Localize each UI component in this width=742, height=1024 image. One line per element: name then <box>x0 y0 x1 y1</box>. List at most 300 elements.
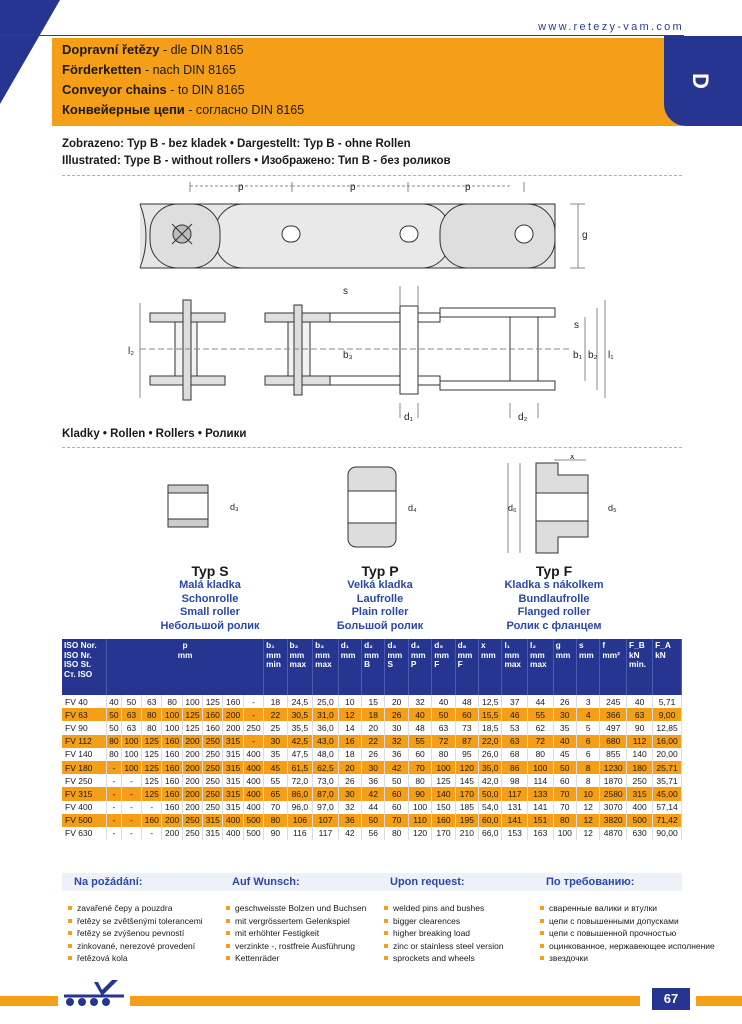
table-cell: 47,5 <box>287 748 313 761</box>
table-cell: 125 <box>142 748 162 761</box>
table-cell: 96,0 <box>287 801 313 814</box>
table-cell: 18 <box>264 695 287 708</box>
table-cell: 57,14 <box>653 801 682 814</box>
table-cell: 315 <box>627 787 653 800</box>
table-cell: 70 <box>385 814 408 827</box>
table-cell: 60 <box>408 748 431 761</box>
table-cell: 3 <box>576 695 599 708</box>
table-cell: 125 <box>432 774 455 787</box>
label-s-top: s <box>343 286 348 297</box>
table-cell: 250 <box>203 761 223 774</box>
table-cell: 250 <box>203 748 223 761</box>
table-cell: - <box>121 814 141 827</box>
table-cell: 80 <box>107 748 122 761</box>
section-letter: D <box>687 73 713 89</box>
table-cell: 35,0 <box>479 761 502 774</box>
table-cell: 45,00 <box>653 787 682 800</box>
table-cell: 90 <box>627 721 653 734</box>
table-cell: 170 <box>455 787 478 800</box>
table-cell: 44 <box>362 801 385 814</box>
table-cell: 3820 <box>600 814 627 827</box>
table-cell: 97,0 <box>313 801 339 814</box>
table-cell: 72 <box>528 735 554 748</box>
table-header-row <box>62 639 682 695</box>
table-row <box>62 735 682 748</box>
footer-bar <box>130 996 640 1006</box>
header-b2: b₂ mm max <box>287 639 313 695</box>
table-cell: 80 <box>264 814 287 827</box>
footer-bar-right <box>696 996 742 1006</box>
title-russian: Конвейерные цепи - согласно DIN 8165 <box>62 102 305 117</box>
footer-bar-left <box>0 996 58 1006</box>
table-cell: 315 <box>223 801 243 814</box>
label-d3: d₃ <box>230 502 239 512</box>
table-cell: 25 <box>264 721 287 734</box>
table-cell: 12 <box>576 801 599 814</box>
table-cell: 153 <box>502 827 528 840</box>
table-cell: 200 <box>162 827 182 840</box>
table-cell: FV 180 <box>62 761 107 774</box>
table-cell: 14 <box>338 721 361 734</box>
table-cell: 90,00 <box>653 827 682 840</box>
roller-s-title: Typ S <box>191 563 229 579</box>
table-cell: 35 <box>553 721 576 734</box>
table-cell: 36 <box>385 748 408 761</box>
header-fb: F_B kN min. <box>627 639 653 695</box>
header-rule <box>0 35 684 36</box>
table-cell: 250 <box>627 774 653 787</box>
table-cell: 12 <box>576 827 599 840</box>
table-row <box>62 721 682 734</box>
header-p: p mm <box>107 639 264 695</box>
table-cell: 100 <box>432 761 455 774</box>
header-d4: d₄ mm P <box>408 639 431 695</box>
table-cell: FV 250 <box>62 774 107 787</box>
table-cell: 42 <box>338 827 361 840</box>
table-cell: 50 <box>107 721 122 734</box>
request-list-cz: zavařené čepy a pouzdra řetězy se zvětšenými tolerancemi řetězy se zvýšenou pevností zinkované, nerezové provedení řetězová kola <box>68 902 203 965</box>
label-g: g <box>582 230 588 241</box>
table-cell: 30 <box>553 708 576 721</box>
table-cell: FV 500 <box>62 814 107 827</box>
header-d2: d₂ mm B <box>362 639 385 695</box>
table-cell: 73 <box>455 721 478 734</box>
table-cell: 140 <box>627 748 653 761</box>
header-f: f mm² <box>600 639 627 695</box>
table-cell: 50 <box>121 695 141 708</box>
table-cell: 86 <box>502 761 528 774</box>
table-cell: 6 <box>576 735 599 748</box>
table-cell: 5,71 <box>653 695 682 708</box>
table-cell: 315 <box>203 827 223 840</box>
header-d5: d₅ mm F <box>432 639 455 695</box>
table-cell: 120 <box>455 761 478 774</box>
chain-data-table <box>62 639 682 840</box>
table-cell: 22,0 <box>479 735 502 748</box>
table-cell: 61,5 <box>287 761 313 774</box>
table-cell: 95 <box>455 748 478 761</box>
table-cell: 117 <box>502 787 528 800</box>
table-cell: 112 <box>627 735 653 748</box>
table-cell: 250 <box>203 787 223 800</box>
table-cell: 400 <box>243 761 263 774</box>
table-cell: 55 <box>264 774 287 787</box>
table-cell: 400 <box>243 801 263 814</box>
table-cell: 133 <box>528 787 554 800</box>
table-cell: 125 <box>142 761 162 774</box>
table-cell: 125 <box>182 721 202 734</box>
table-cell: 125 <box>142 774 162 787</box>
header-g: g mm <box>553 639 576 695</box>
roller-drawings <box>150 455 650 560</box>
table-cell: 40 <box>553 735 576 748</box>
header-s: s mm <box>576 639 599 695</box>
corner-decoration <box>0 0 60 104</box>
table-cell: 8 <box>576 774 599 787</box>
table-cell: 60 <box>385 801 408 814</box>
divider <box>62 175 682 176</box>
table-cell: 71,42 <box>653 814 682 827</box>
table-cell: 43,0 <box>313 735 339 748</box>
table-cell: 145 <box>455 774 478 787</box>
table-cell: 630 <box>627 827 653 840</box>
table-cell: 90 <box>408 787 431 800</box>
table-cell: 160 <box>162 761 182 774</box>
table-cell: 80 <box>142 721 162 734</box>
roller-f-names: Kladka s nákolkem Bundlaufrolle Flanged roller Ролик с фланцем <box>504 579 604 632</box>
table-cell: 100 <box>162 721 182 734</box>
table-cell: 44 <box>528 695 554 708</box>
table-cell: 20,00 <box>653 748 682 761</box>
table-cell: 125 <box>203 695 223 708</box>
table-cell: - <box>121 774 141 787</box>
request-title-cz: Na požádání: <box>74 876 143 888</box>
table-cell: 26 <box>362 748 385 761</box>
table-cell: 80 <box>528 748 554 761</box>
table-cell: 195 <box>455 814 478 827</box>
table-cell: 48,0 <box>313 748 339 761</box>
table-cell: 63 <box>142 695 162 708</box>
table-cell: 46 <box>502 708 528 721</box>
header-l2: l₂ mm max <box>528 639 554 695</box>
table-cell: 106 <box>287 814 313 827</box>
request-list-de: geschweisste Bolzen und Buchsen mit vergrössertem Gelenkspiel mit erhöhter Festigkeit verzinkte -, rostfreie Ausführung Kettenräder <box>226 902 366 965</box>
table-cell: 36 <box>362 774 385 787</box>
table-cell: 141 <box>502 814 528 827</box>
table-cell: 70 <box>408 761 431 774</box>
table-cell: 55 <box>528 708 554 721</box>
header-x: x mm <box>479 639 502 695</box>
label-l1: l₁ <box>608 350 614 361</box>
table-cell: 250 <box>203 774 223 787</box>
table-cell: - <box>121 801 141 814</box>
request-list-en: welded pins and bushes bigger clearences higher breaking load zinc or stainless steel version sprockets and wheels <box>384 902 504 965</box>
table-cell: 160 <box>142 814 162 827</box>
table-cell: FV 630 <box>62 827 107 840</box>
label-b1: b₁ <box>573 350 582 361</box>
table-cell: FV 63 <box>62 708 107 721</box>
table-cell: 36,0 <box>313 721 339 734</box>
table-cell: 80 <box>408 774 431 787</box>
header-d6: d₆ mm F <box>455 639 478 695</box>
table-cell: 150 <box>432 801 455 814</box>
table-cell: 315 <box>223 735 243 748</box>
table-cell: 200 <box>182 787 202 800</box>
table-cell: 250 <box>243 721 263 734</box>
table-cell: 855 <box>600 748 627 761</box>
table-cell: - <box>243 695 263 708</box>
label-d1: d₁ <box>404 412 413 423</box>
table-cell: 73,0 <box>313 774 339 787</box>
table-cell: 24,5 <box>287 695 313 708</box>
table-cell: 62,5 <box>313 761 339 774</box>
table-cell: 40 <box>432 695 455 708</box>
table-row <box>62 814 682 827</box>
table-cell: 63 <box>502 735 528 748</box>
header-l1: l₁ mm max <box>502 639 528 695</box>
table-cell: 42,0 <box>479 774 502 787</box>
table-cell: FV 112 <box>62 735 107 748</box>
table-cell: 54,0 <box>479 801 502 814</box>
table-cell: 86,0 <box>287 787 313 800</box>
label-b3: b₃ <box>343 350 353 361</box>
table-cell: - <box>142 801 162 814</box>
table-cell: FV 400 <box>62 801 107 814</box>
table-cell: 6 <box>576 748 599 761</box>
table-cell: FV 40 <box>62 695 107 708</box>
table-cell: 315 <box>223 748 243 761</box>
table-cell: 42 <box>385 761 408 774</box>
table-cell: 200 <box>182 761 202 774</box>
table-cell: 100 <box>528 761 554 774</box>
label-d2: d₂ <box>518 412 528 423</box>
table-cell: 87 <box>455 735 478 748</box>
table-cell: 90 <box>264 827 287 840</box>
table-cell: 5 <box>576 721 599 734</box>
table-cell: 160 <box>162 748 182 761</box>
table-cell: 30 <box>264 735 287 748</box>
table-cell: 55 <box>408 735 431 748</box>
table-cell: 66,0 <box>479 827 502 840</box>
table-row <box>62 748 682 761</box>
table-cell: 35,71 <box>653 774 682 787</box>
table-cell: 250 <box>182 814 202 827</box>
table-row <box>62 801 682 814</box>
request-title-ru: По требованию: <box>546 876 635 888</box>
header-fa: F_A kN <box>653 639 682 695</box>
table-cell: 16 <box>338 735 361 748</box>
table-cell: 210 <box>455 827 478 840</box>
table-cell: 50 <box>107 708 122 721</box>
table-cell: 18,5 <box>479 721 502 734</box>
table-cell: 36 <box>338 814 361 827</box>
title-banner <box>52 38 692 126</box>
table-cell: 63 <box>627 708 653 721</box>
table-cell: 30,5 <box>287 708 313 721</box>
table-cell: 10 <box>576 787 599 800</box>
table-cell: 160 <box>203 721 223 734</box>
table-cell: 80 <box>553 814 576 827</box>
table-cell: 12,85 <box>653 721 682 734</box>
table-cell: 53 <box>502 721 528 734</box>
section-tab <box>664 36 742 126</box>
table-cell: 315 <box>223 761 243 774</box>
table-cell: 100 <box>121 735 141 748</box>
table-cell: 60 <box>385 787 408 800</box>
table-cell: - <box>121 787 141 800</box>
table-cell: 50,0 <box>479 787 502 800</box>
table-cell: 40 <box>107 695 122 708</box>
table-cell: 200 <box>182 774 202 787</box>
table-cell: 45 <box>553 748 576 761</box>
table-cell: 200 <box>182 748 202 761</box>
table-cell: 1230 <box>600 761 627 774</box>
table-cell: 315 <box>223 787 243 800</box>
table-cell: 116 <box>287 827 313 840</box>
label-p3: p <box>465 182 471 193</box>
table-cell: 50 <box>432 708 455 721</box>
chain-drawing <box>100 178 620 423</box>
table-cell: 500 <box>243 827 263 840</box>
table-cell: 42 <box>362 787 385 800</box>
table-cell: 2580 <box>600 787 627 800</box>
table-cell: 25,71 <box>653 761 682 774</box>
table-cell: 18 <box>338 748 361 761</box>
roller-s-names: Malá kladka Schonrolle Small roller Небольшой ролик <box>160 579 260 632</box>
table-cell: 70 <box>264 801 287 814</box>
table-cell: 120 <box>408 827 431 840</box>
table-cell: 100 <box>121 761 141 774</box>
table-cell: 1870 <box>600 774 627 787</box>
table-cell: 160 <box>162 735 182 748</box>
table-cell: 68 <box>502 748 528 761</box>
table-cell: 366 <box>600 708 627 721</box>
table-cell: 30 <box>362 761 385 774</box>
illustrated-line-1: Zobrazeno: Typ B - bez kladek • Dargestellt: Typ B - ohne Rollen <box>62 138 411 150</box>
table-cell: 60 <box>455 708 478 721</box>
table-cell: 10 <box>338 695 361 708</box>
table-cell: 250 <box>182 827 202 840</box>
table-cell: 60,0 <box>479 814 502 827</box>
table-row <box>62 774 682 787</box>
rollers-heading: Kladky • Rollen • Rollers • Ролики <box>62 428 247 440</box>
table-cell: 245 <box>600 695 627 708</box>
table-cell: 497 <box>600 721 627 734</box>
request-title-en: Upon request: <box>390 876 465 888</box>
table-cell: 87,0 <box>313 787 339 800</box>
table-cell: 125 <box>142 787 162 800</box>
table-cell: 26 <box>385 708 408 721</box>
table-cell: 100 <box>121 748 141 761</box>
table-cell: 114 <box>528 774 554 787</box>
table-cell: 62 <box>528 721 554 734</box>
table-cell: 80 <box>432 748 455 761</box>
table-cell: 35,5 <box>287 721 313 734</box>
table-cell: FV 140 <box>62 748 107 761</box>
table-cell: - <box>243 735 263 748</box>
table-cell: 200 <box>182 735 202 748</box>
table-cell: - <box>107 787 122 800</box>
table-cell: 63 <box>121 721 141 734</box>
table-cell: - <box>243 708 263 721</box>
table-cell: 160 <box>162 774 182 787</box>
table-cell: 400 <box>243 748 263 761</box>
table-cell: 20 <box>385 695 408 708</box>
table-cell: 400 <box>223 827 243 840</box>
label-p1: p <box>238 182 244 193</box>
table-cell: 200 <box>223 721 243 734</box>
divider-2 <box>62 447 682 448</box>
table-cell: 80 <box>142 708 162 721</box>
request-title-de: Auf Wunsch: <box>232 876 300 888</box>
table-row <box>62 787 682 800</box>
table-cell: 200 <box>223 708 243 721</box>
roller-p-names: Velká kladka Laufrolle Plain roller Большой ролик <box>336 579 424 632</box>
title-czech: Dopravní řetězy - dle DIN 8165 <box>62 42 244 57</box>
table-cell: - <box>107 774 122 787</box>
table-row <box>62 827 682 840</box>
table-cell: 50 <box>553 761 576 774</box>
table-cell: 48 <box>455 695 478 708</box>
label-l2: l₂ <box>128 346 135 357</box>
label-s-right: s <box>574 320 579 331</box>
header-d3: d₃ mm S <box>385 639 408 695</box>
table-cell: 400 <box>243 787 263 800</box>
table-cell: 160 <box>223 695 243 708</box>
table-cell: - <box>107 761 122 774</box>
header-b3: b₃ mm max <box>313 639 339 695</box>
table-cell: 30 <box>338 787 361 800</box>
label-b2: b₂ <box>588 350 598 361</box>
table-cell: 3070 <box>600 801 627 814</box>
table-cell: 80 <box>162 695 182 708</box>
illustrated-line-2: Illustrated: Type B - without rollers • Изображено: Тип B - без роликов <box>62 155 451 167</box>
table-cell: 500 <box>627 814 653 827</box>
website-url: www.retezy-vam.com <box>538 21 684 33</box>
table-cell: 42,5 <box>287 735 313 748</box>
roller-p-title: Typ P <box>361 563 399 579</box>
table-cell: 26,0 <box>479 748 502 761</box>
table-cell: 163 <box>528 827 554 840</box>
roller-f-title: Typ F <box>535 563 573 579</box>
table-cell: 50 <box>362 814 385 827</box>
table-cell: 40 <box>627 695 653 708</box>
table-cell: 98 <box>502 774 528 787</box>
table-cell: 26 <box>338 774 361 787</box>
table-cell: 40 <box>408 708 431 721</box>
table-row <box>62 695 682 708</box>
table-cell: 20 <box>338 761 361 774</box>
table-cell: 26 <box>553 695 576 708</box>
table-cell: 80 <box>107 735 122 748</box>
table-row <box>62 761 682 774</box>
table-cell: 200 <box>162 814 182 827</box>
table-cell: 680 <box>600 735 627 748</box>
table-cell: 250 <box>203 735 223 748</box>
table-cell: 30 <box>385 721 408 734</box>
table-cell: 100 <box>408 801 431 814</box>
table-cell: - <box>121 827 141 840</box>
table-cell: 160 <box>162 787 182 800</box>
table-cell: 170 <box>432 827 455 840</box>
table-cell: 20 <box>362 721 385 734</box>
table-cell: 16,00 <box>653 735 682 748</box>
table-cell: 151 <box>528 814 554 827</box>
table-cell: 63 <box>432 721 455 734</box>
table-cell: 110 <box>408 814 431 827</box>
table-cell: 180 <box>627 761 653 774</box>
table-cell: - <box>142 827 162 840</box>
